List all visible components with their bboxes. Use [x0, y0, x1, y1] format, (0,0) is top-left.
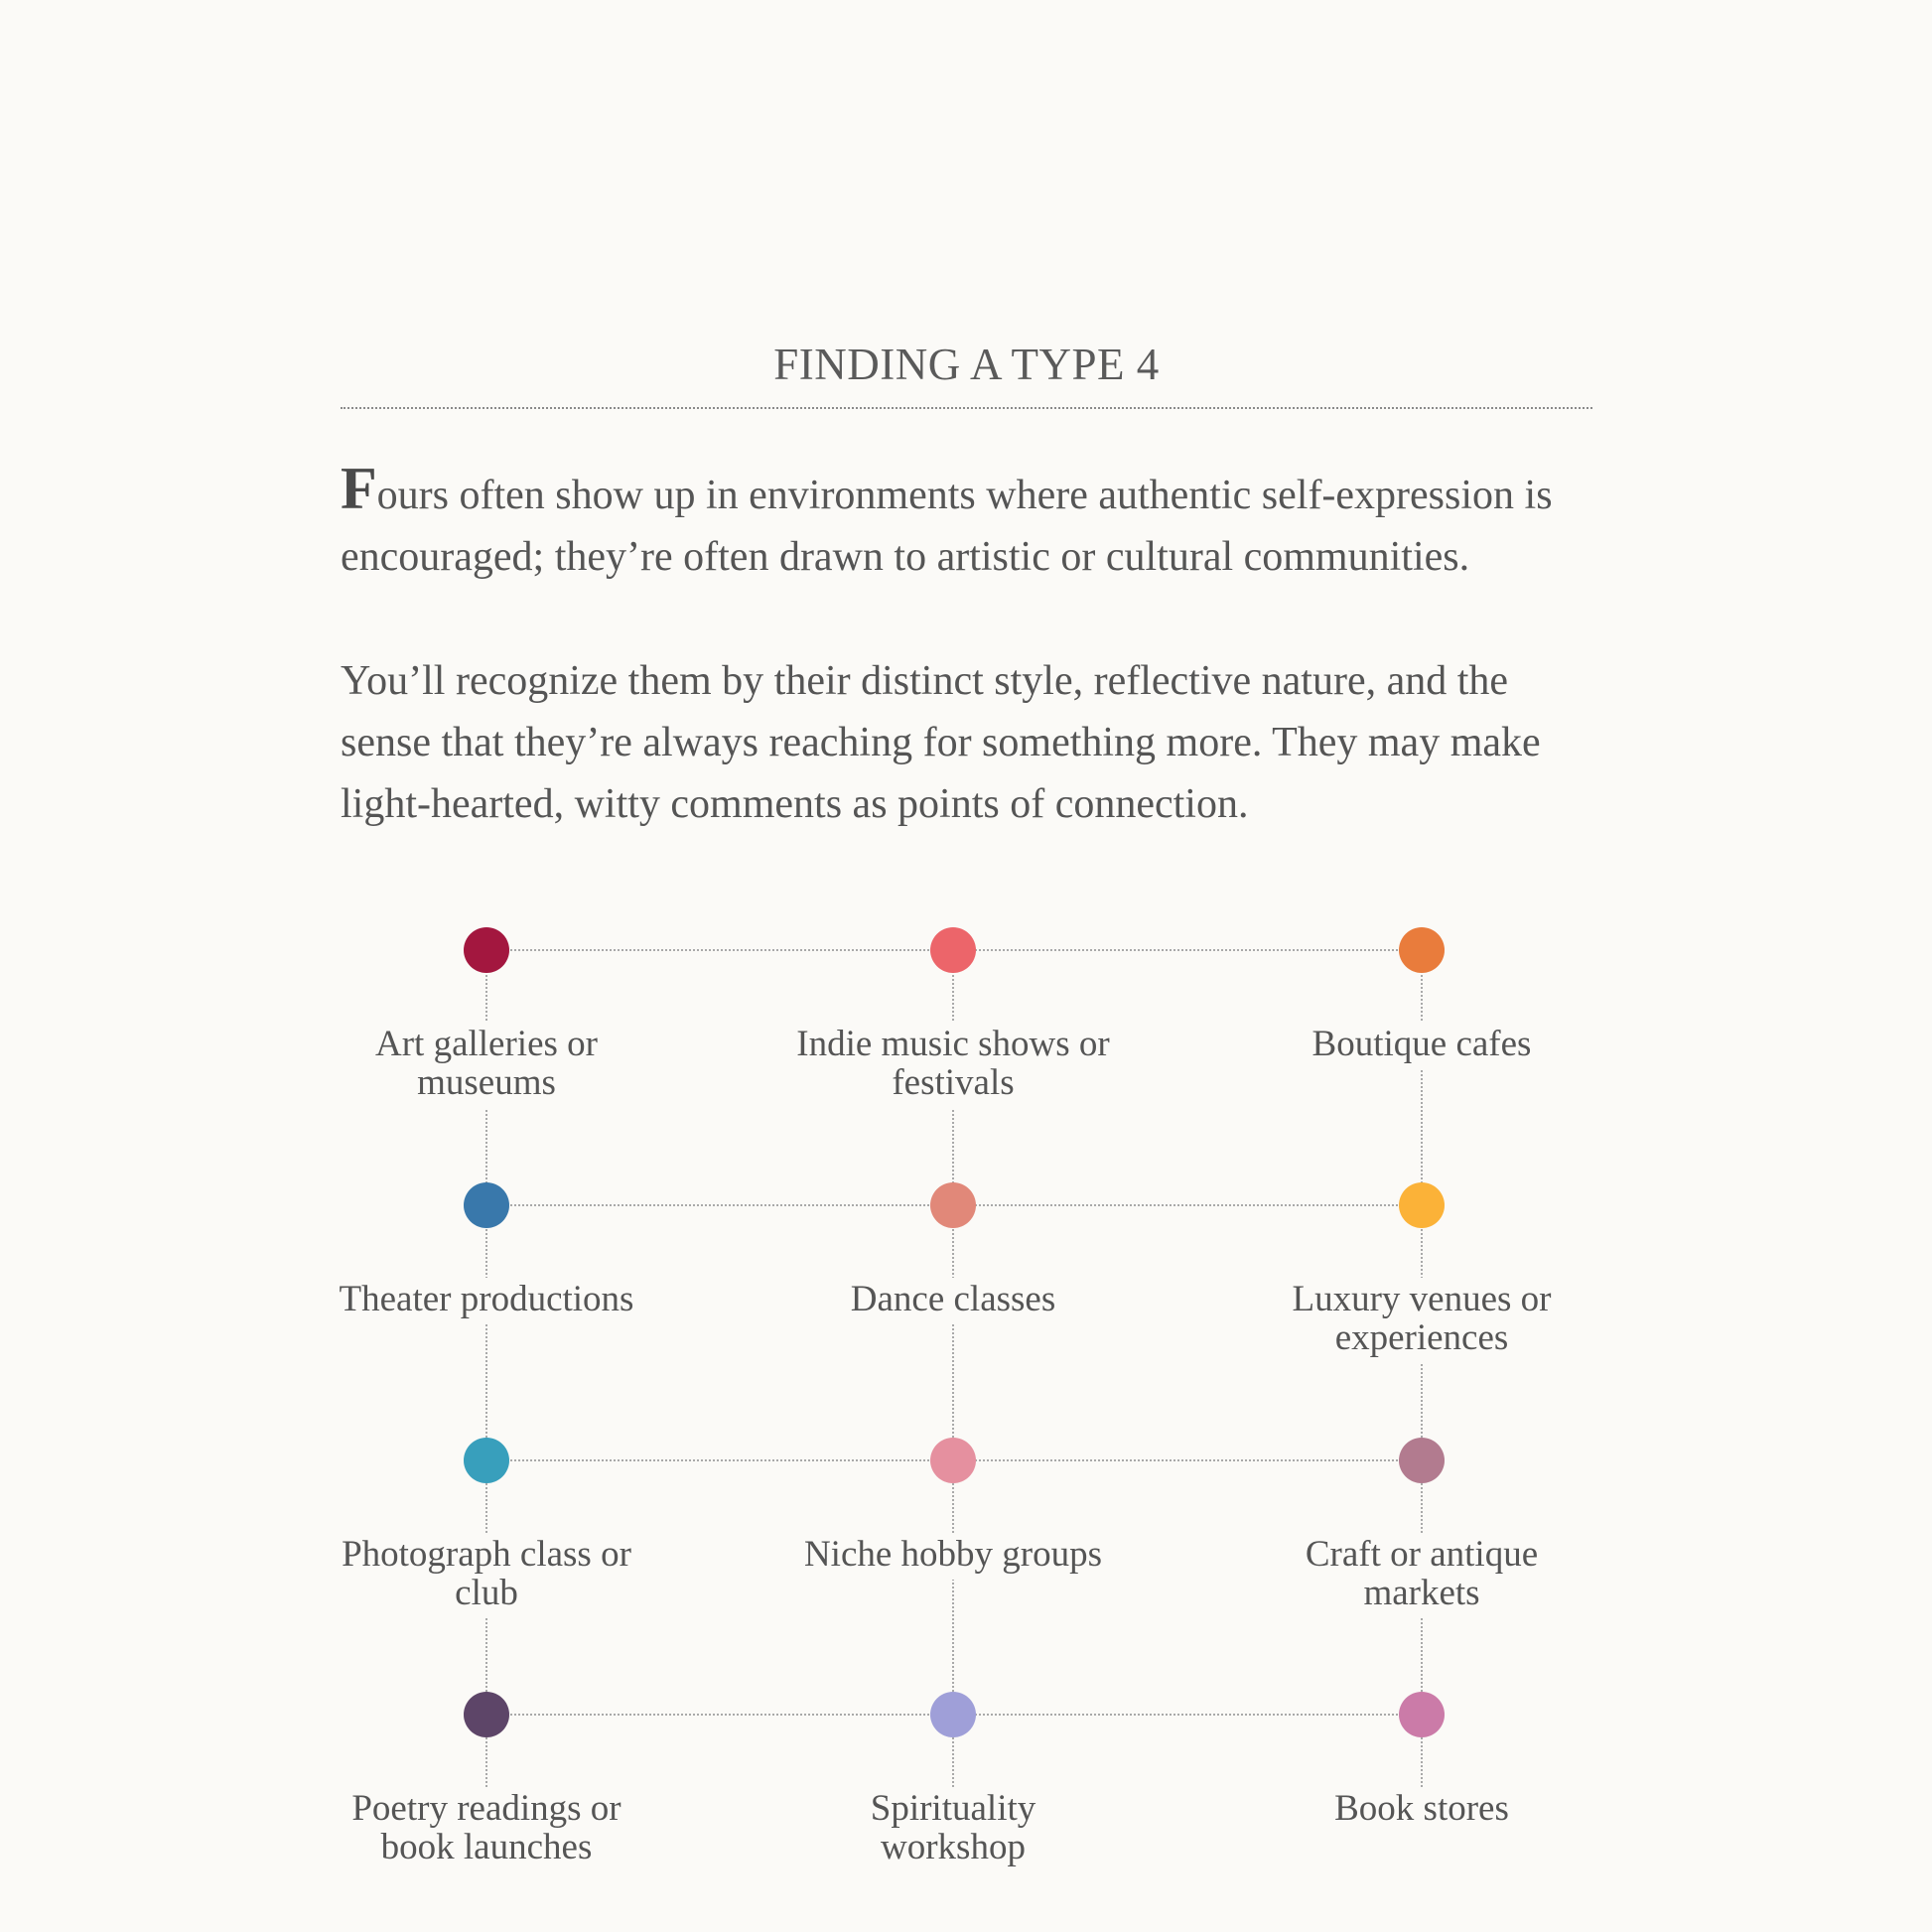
- place-label: Craft or antique markets: [1263, 1533, 1581, 1618]
- place-label: Indie music shows or festivals: [794, 1023, 1112, 1108]
- place-dot: [1399, 1438, 1445, 1483]
- intro-paragraph-text: ours often show up in environments where authentic self-expression is encouraged; they’re often drawn to artistic or cultural communities.: [341, 473, 1553, 580]
- page-title: FINDING A TYPE 4: [773, 340, 1160, 389]
- place-label: Niche hobby groups: [794, 1533, 1112, 1580]
- place-dot: [464, 1182, 509, 1228]
- column-connector: [1421, 950, 1423, 1799]
- place-label: Theater productions: [328, 1278, 645, 1324]
- place-label: Art galleries or museums: [328, 1023, 645, 1108]
- place-dot: [1399, 1692, 1445, 1737]
- place-dot: [930, 1182, 976, 1228]
- place-dot: [930, 1438, 976, 1483]
- place-dot: [1399, 1182, 1445, 1228]
- place-label: Photograph class or club: [328, 1533, 645, 1618]
- place-label: Boutique cafes: [1263, 1023, 1581, 1069]
- place-label: Luxury venues or experiences: [1263, 1278, 1581, 1363]
- place-label: Spirituality workshop: [794, 1787, 1112, 1872]
- place-dot: [1399, 927, 1445, 973]
- place-dot: [464, 1692, 509, 1737]
- place-dot: [464, 927, 509, 973]
- place-label: Poetry readings or book launches: [328, 1787, 645, 1872]
- drop-cap: F: [341, 456, 377, 521]
- place-dot: [930, 927, 976, 973]
- place-dot: [930, 1692, 976, 1737]
- description-paragraph: You’ll recognize them by their distinct style, reflective nature, and the sense that they’re always reaching for something more. They may make light-hearted, witty comments as points of connection.: [341, 658, 1541, 827]
- place-label: Dance classes: [794, 1278, 1112, 1324]
- place-dot: [464, 1438, 509, 1483]
- place-label: Book stores: [1263, 1787, 1581, 1834]
